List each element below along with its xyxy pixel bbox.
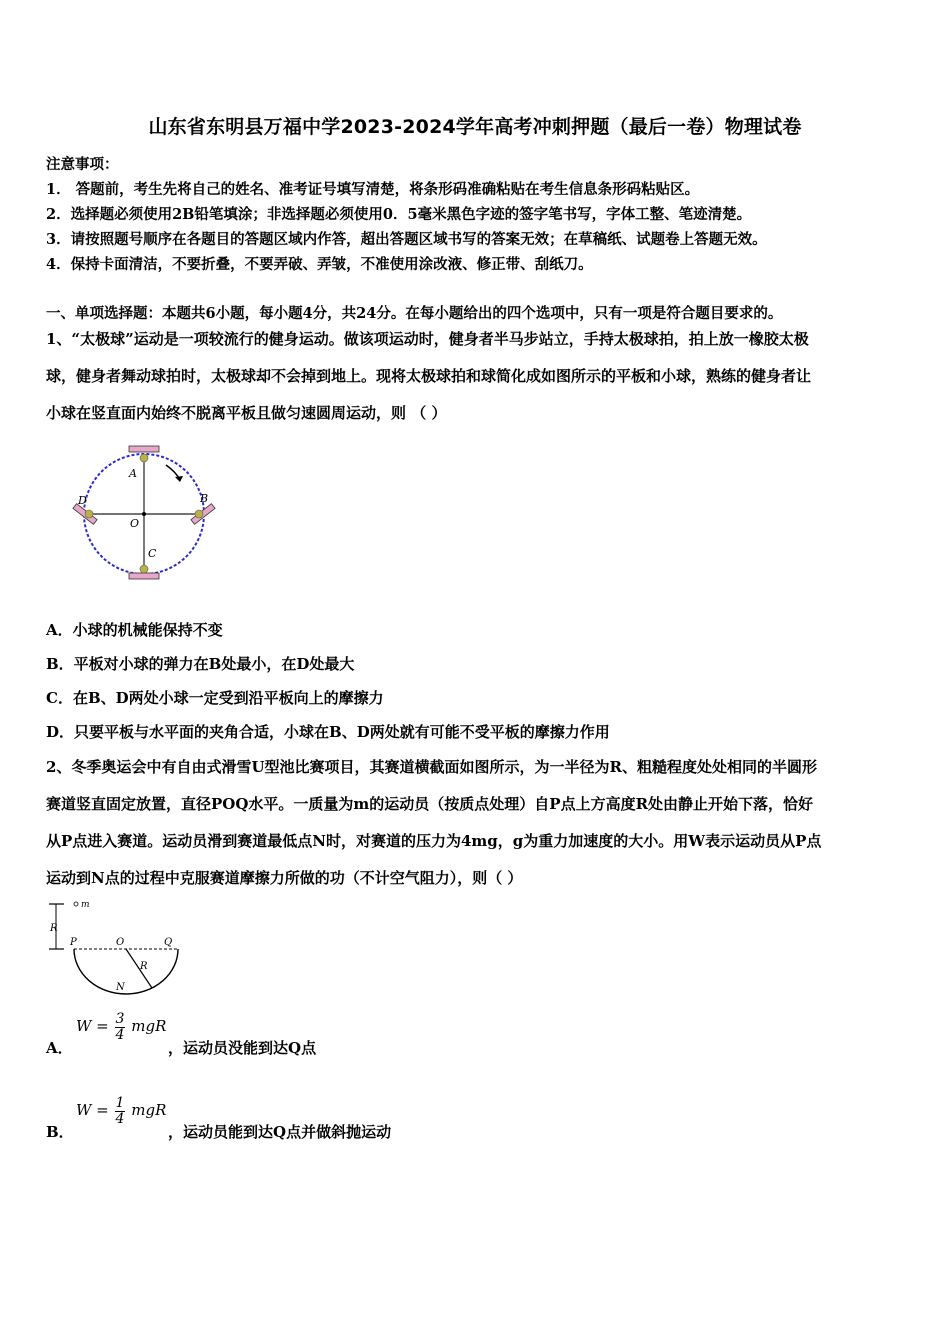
fraction-numerator: 3 bbox=[115, 1011, 125, 1027]
fraction bbox=[115, 1096, 126, 1126]
q1-option-b: B．平板对小球的弹力在B处最小，在D处最大 bbox=[46, 655, 355, 673]
q2-label-p: P bbox=[70, 937, 77, 948]
q2-option-b-label: B． bbox=[46, 1123, 74, 1141]
q2-option-b-text: ，运动员能到达Q点并做斜抛运动 bbox=[168, 1123, 392, 1141]
fraction-numerator: 1 bbox=[115, 1095, 125, 1111]
q2-stem-line: 从P点进入赛道。运动员滑到赛道最低点N时，对赛道的压力为4mg，g为重力加速度的大小。用W表示运动员从P点 bbox=[46, 832, 822, 850]
q1-stem-line: 球，健身者舞动球拍时，太极球却不会掉到地上。现将太极球拍和球简化成如图所示的平板和小球，熟练的健身者让 bbox=[46, 367, 812, 385]
q2-label-r-top: R bbox=[50, 923, 58, 934]
page-title: 山东省东明县万福中学2023-2024学年高考冲刺押题（最后一卷）物理试卷 bbox=[148, 116, 802, 138]
formula-lhs: W = bbox=[76, 1017, 109, 1036]
q1-label-a: A bbox=[129, 467, 137, 480]
q1-label-c: C bbox=[148, 547, 157, 560]
q1-label-b: B bbox=[200, 492, 209, 505]
q2-label-n: N bbox=[116, 982, 125, 993]
q2-stem-line: 赛道竖直固定放置，直径POQ水平。一质量为m的运动员（按质点处理）自P点上方高度R处由静止开始下落，恰好 bbox=[46, 795, 814, 813]
fraction-denominator: 4 bbox=[115, 1110, 125, 1127]
notice-heading: 注意事项： bbox=[46, 156, 119, 173]
q1-stem-line: 1、“太极球”运动是一项较流行的健身运动。做该项运动时，健身者半马步站立，手持太极球拍，拍上放一橡胶太极 bbox=[46, 330, 809, 348]
section-heading: 一、单项选择题：本题共6小题，每小题4分，共24分。在每小题给出的四个选项中，只有一项是符合题目要求的。 bbox=[46, 305, 783, 322]
q2-option-a-formula bbox=[76, 1012, 166, 1042]
notice-item: 4．保持卡面清洁，不要折叠，不要弄破、弄皱，不准使用涂改液、修正带、刮纸刀。 bbox=[46, 256, 593, 273]
q1-label-o: O bbox=[130, 517, 140, 530]
q1-stem-line: 小球在竖直面内始终不脱离平板且做匀速圆周运动，则 （ ） bbox=[46, 404, 447, 422]
q2-label-o: O bbox=[116, 937, 125, 948]
q1-diagram bbox=[68, 440, 228, 590]
q1-option-d: D．只要平板与水平面的夹角合适，小球在B、D两处就有可能不受平板的摩擦力作用 bbox=[46, 723, 610, 741]
q1-label-d: D bbox=[78, 494, 87, 507]
fraction-denominator: 4 bbox=[115, 1026, 125, 1043]
q2-label-m: m bbox=[81, 900, 90, 910]
q2-option-a-label: A． bbox=[46, 1039, 73, 1057]
formula-lhs: W = bbox=[76, 1101, 109, 1120]
q2-stem-line: 运动到N点的过程中克服赛道摩擦力所做的功（不计空气阻力），则（ ） bbox=[46, 869, 523, 887]
q2-label-r-arc: R bbox=[140, 961, 148, 972]
q1-option-c: C．在B、D两处小球一定受到沿平板向上的摩擦力 bbox=[46, 689, 384, 707]
notice-item: 1． 答题前，考生先将自己的姓名、准考证号填写清楚，将条形码准确粘贴在考生信息条形码粘贴区。 bbox=[46, 181, 700, 198]
notice-item: 2．选择题必须使用2B铅笔填涂；非选择题必须使用0．5毫米黑色字迹的签字笔书写，字体工整、笔迹清楚。 bbox=[46, 206, 752, 223]
q2-stem-line: 2、冬季奥运会中有自由式滑雪U型池比赛项目，其赛道横截面如图所示，为一半径为R、粗糙程度处处相同的半圆形 bbox=[46, 758, 817, 776]
notice-item: 3．请按照题号顺序在各题目的答题区域内作答，超出答题区域书写的答案无效；在草稿纸、试题卷上答题无效。 bbox=[46, 231, 767, 248]
q1-option-a: A．小球的机械能保持不变 bbox=[46, 621, 223, 639]
q2-option-a-text: ，运动员没能到达Q点 bbox=[168, 1039, 317, 1057]
formula-rhs: mgR bbox=[131, 1017, 167, 1036]
fraction bbox=[115, 1012, 126, 1042]
q2-option-b-formula bbox=[76, 1096, 166, 1126]
q2-label-q: Q bbox=[164, 937, 173, 948]
q2-diagram bbox=[46, 896, 196, 996]
formula-rhs: mgR bbox=[131, 1101, 167, 1120]
